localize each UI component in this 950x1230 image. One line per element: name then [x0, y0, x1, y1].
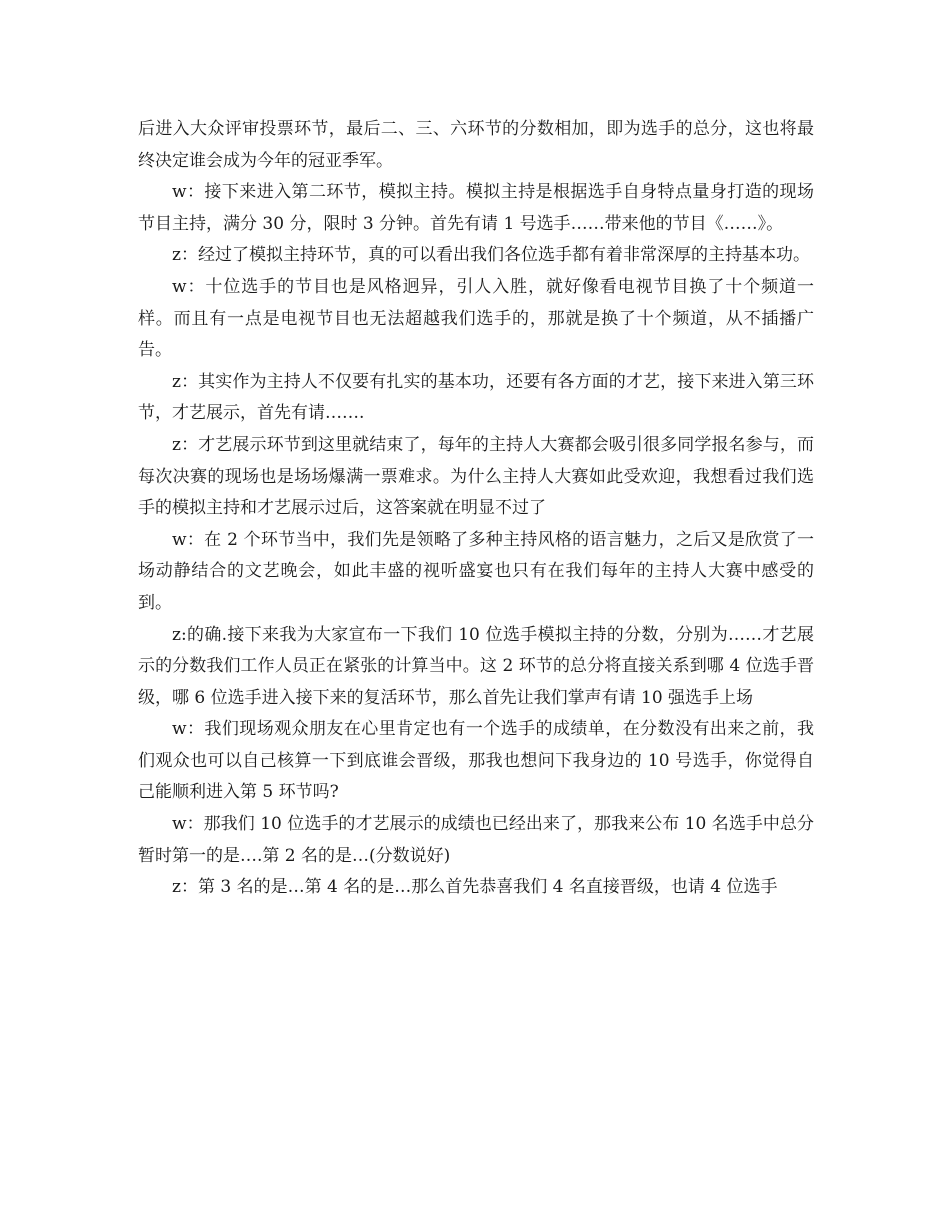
paragraph-2: w：接下来进入第二环节，模拟主持。模拟主持是根据选手自身特点量身打造的现场节目主持，满分 30 分，限时 3 分钟。首先有请 1 号选手……带来他的节目《……》。 [138, 182, 814, 234]
paragraph-3: z：经过了模拟主持环节，真的可以看出我们各位选手都有着非常深厚的主持基本功。 [172, 245, 810, 266]
paragraph-10: w：那我们 10 位选手的才艺展示的成绩也已经出来了，那我来公布 10 名选手中总分暂时第一的是….第 2 名的是…(分数说好) [138, 814, 814, 866]
paragraph-7: w：在 2 个环节当中，我们先是领略了多种主持风格的语言魅力，之后又是欣赏了一场动静结合的文艺晚会，如此丰盛的视听盛宴也只有在我们每年的主持人大赛中感受的到。 [138, 529, 814, 613]
paragraph-5: z：其实作为主持人不仅要有扎实的基本功，还要有各方面的才艺，接下来进入第三环节，才艺展示，首先有请……. [138, 371, 814, 424]
paragraph-11: z：第 3 名的是…第 4 名的是…那么首先恭喜我们 4 名直接晋级，也请 4 位选手 [172, 877, 778, 898]
paragraph-9: w：我们现场观众朋友在心里肯定也有一个选手的成绩单，在分数没有出来之前，我们观众也可以自己核算一下到底谁会晋级，那我也想问下我身边的 10 号选手，你觉得自己能顺利进入第 5 环节吗? [138, 719, 814, 803]
paragraph-8: z:的确.接下来我为大家宣布一下我们 10 位选手模拟主持的分数，分别为……才艺展示的分数我们工作人员正在紧张的计算当中。这 2 环节的总分将直接关系到哪 4 位选手晋级，哪 6 位选手进入接下来的复活环节，那么首先让我们掌声有请 10 强选手上场 [138, 624, 814, 708]
paragraph-4: w：十位选手的节目也是风格迥异，引人入胜，就好像看电视节目换了十个频道一样。而且有一点是电视节目也无法超越我们选手的，那就是换了十个频道，从不插播广告。 [138, 276, 814, 361]
paragraph-1: 后进入大众评审投票环节，最后二、三、六环节的分数相加，即为选手的总分，这也将最终决定谁会成为今年的冠亚季军。 [138, 119, 814, 171]
document-page [138, 114, 814, 904]
paragraph-6: z：才艺展示环节到这里就结束了，每年的主持人大赛都会吸引很多同学报名参与，而每次决赛的现场也是场场爆满一票难求。为什么主持人大赛如此受欢迎，我想看过我们选手的模拟主持和才艺展示过后，这答案就在明显不过了 [138, 434, 814, 519]
